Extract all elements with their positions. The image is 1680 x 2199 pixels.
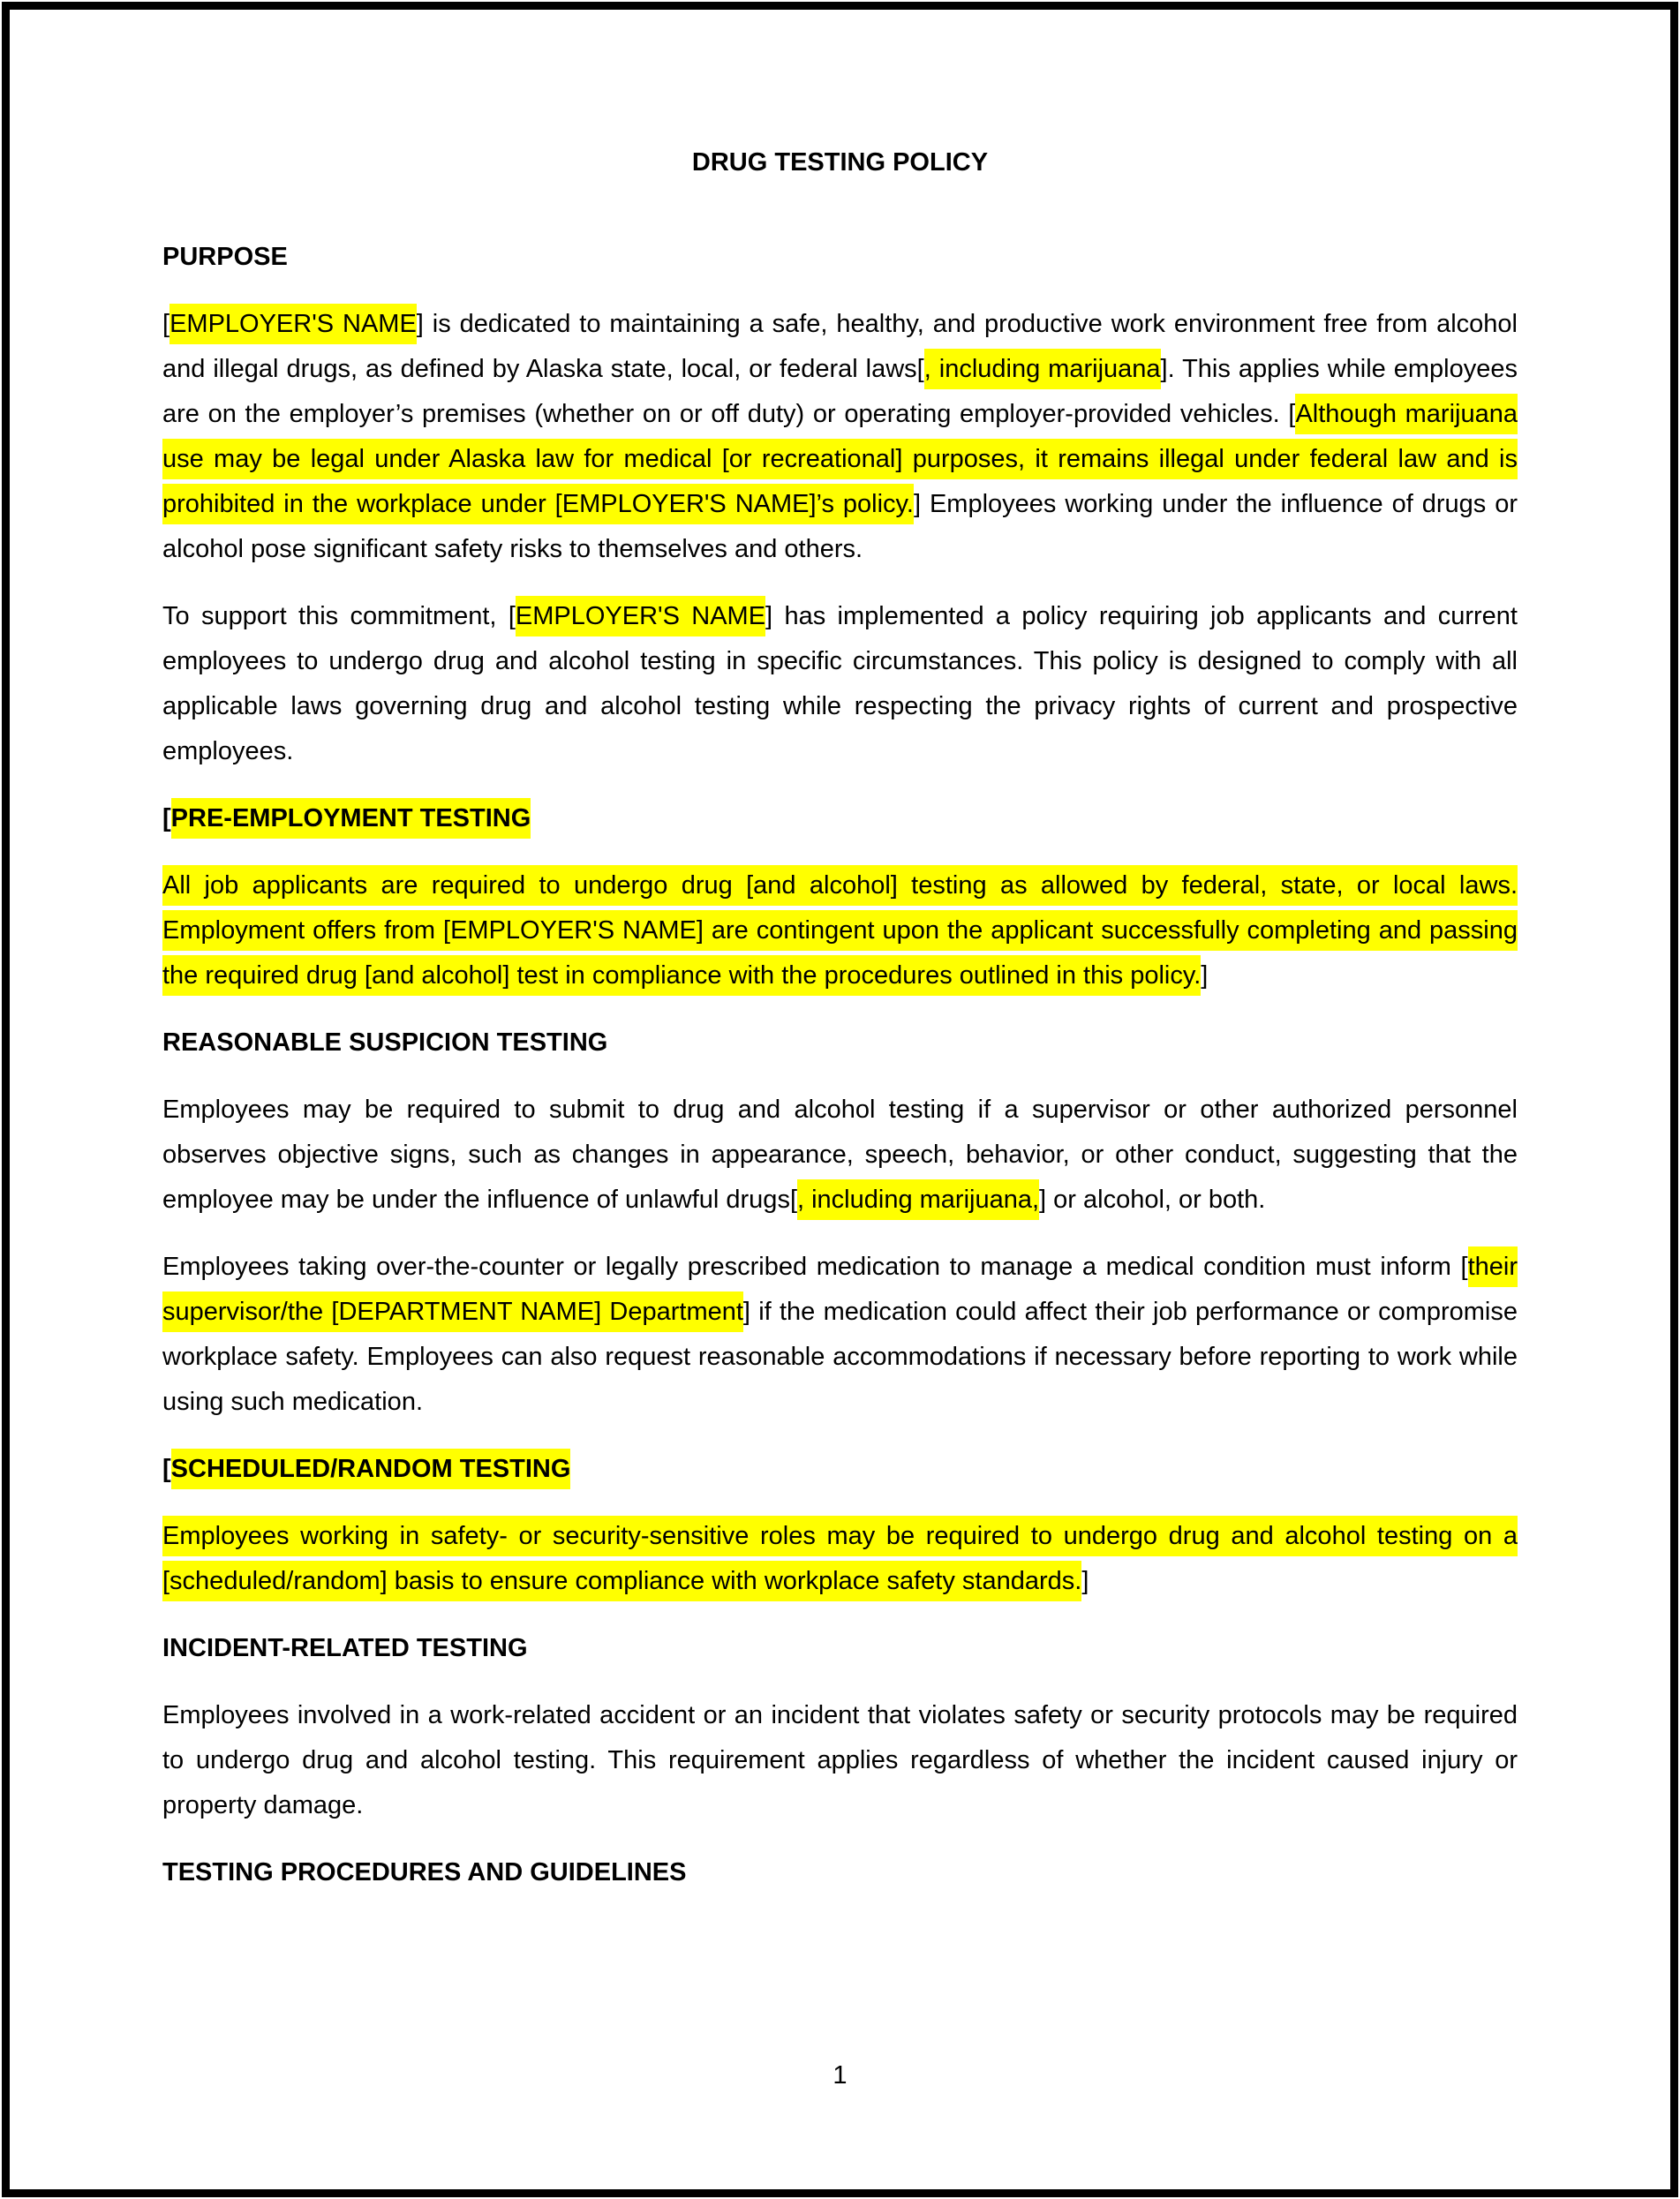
section-heading [162, 235, 1518, 280]
text-run: Employees taking over-the-counter or legally prescribed medication to manage a medical condition must inform [ [162, 1253, 1468, 1281]
text-run: [ [162, 310, 170, 338]
policy-paragraph [162, 594, 1518, 774]
highlighted-text-run: , including marijuana, [797, 1179, 1039, 1220]
policy-paragraph [162, 1514, 1518, 1604]
text-run: ] [1081, 1567, 1089, 1595]
highlighted-text-run: SCHEDULED/RANDOM TESTING [171, 1449, 571, 1489]
section-heading [162, 1447, 1518, 1492]
policy-paragraph [162, 1245, 1518, 1425]
text-run: ] if the medication could affect their job performance or compromise workplace safety. Employees can also request reasonable accommodations if necessary before reporting to work while using such medication. [162, 1298, 1518, 1416]
text-run: REASONABLE SUSPICION TESTING [162, 1028, 608, 1057]
text-run: ] [1201, 961, 1209, 990]
text-run: Employees involved in a work-related accident or an incident that violates safety or security protocols may be required to undergo drug and alcohol testing. This requirement applies regardless of whether the incident caused injury or property damage. [162, 1701, 1518, 1819]
policy-paragraph [162, 863, 1518, 998]
page-number: 1 [832, 2061, 848, 2090]
text-run: ]. This applies while employees are on the employer’s premises (whether on or off duty) or operating employer-provided vehicles. [ [162, 355, 1518, 428]
document-content [10, 10, 1670, 1895]
section-heading [162, 1020, 1518, 1066]
section-heading [162, 1850, 1518, 1895]
text-run: ] is dedicated to maintaining a safe, healthy, and productive work environment free from alcohol and illegal drugs, as defined by Alaska state, local, or federal laws[ [162, 310, 1518, 383]
policy-body [162, 235, 1518, 1895]
text-run: [ [162, 804, 171, 832]
section-heading [162, 1626, 1518, 1671]
highlighted-text-run: their supervisor/the [DEPARTMENT NAME] Department [162, 1246, 1518, 1332]
document-title: DRUG TESTING POLICY [691, 148, 989, 177]
highlighted-text-run: , including marijuana [924, 349, 1161, 389]
policy-paragraph [162, 1088, 1518, 1223]
section-heading [162, 796, 1518, 841]
highlighted-text-run: PRE-EMPLOYMENT TESTING [171, 798, 531, 839]
highlighted-text-run: EMPLOYER'S NAME [516, 596, 765, 636]
policy-paragraph [162, 302, 1518, 572]
highlighted-text-run: All job applicants are required to undergo drug [and alcohol] testing as allowed by federal, state, or local laws. Employment offers from [EMPLOYER'S NAME] are contingent upon the applicant successfully completing and passing the required drug [and alcohol] test in compliance with the procedures outlined in this policy. [162, 865, 1518, 996]
text-run: ] has implemented a policy requiring job applicants and current employees to undergo drug and alcohol testing in specific circumstances. This policy is designed to comply with all applicable laws governing drug and alcohol testing while respecting the privacy rights of current and prospective employees. [162, 602, 1518, 765]
text-run: ] or alcohol, or both. [1039, 1186, 1266, 1214]
text-run: [ [162, 1455, 171, 1483]
document-page [2, 2, 1678, 2197]
text-run: To support this commitment, [ [162, 602, 516, 630]
text-run: TESTING PROCEDURES AND GUIDELINES [162, 1858, 687, 1886]
highlighted-text-run: EMPLOYER'S NAME [170, 304, 417, 344]
text-run: Employees may be required to submit to drug and alcohol testing if a supervisor or other authorized personnel observes objective signs, such as changes in appearance, speech, behavior, or other conduct, suggesting that the employee may be under the influence of unlawful drugs[ [162, 1096, 1518, 1214]
text-run: INCIDENT-RELATED TESTING [162, 1634, 528, 1662]
highlighted-text-run: Although marijuana use may be legal under Alaska law for medical [or recreational] purposes, it remains illegal under federal law and is prohibited in the workplace under [EMPLOYER'S NAME]’s policy. [162, 394, 1518, 524]
policy-paragraph [162, 1693, 1518, 1828]
text-run: PURPOSE [162, 243, 288, 271]
highlighted-text-run: Employees working in safety- or security-sensitive roles may be required to undergo drug and alcohol testing on a [scheduled/random] basis to ensure compliance with workplace safety standards. [162, 1516, 1518, 1601]
text-run: ] Employees working under the influence of drugs or alcohol pose significant safety risks to themselves and others. [162, 490, 1518, 563]
